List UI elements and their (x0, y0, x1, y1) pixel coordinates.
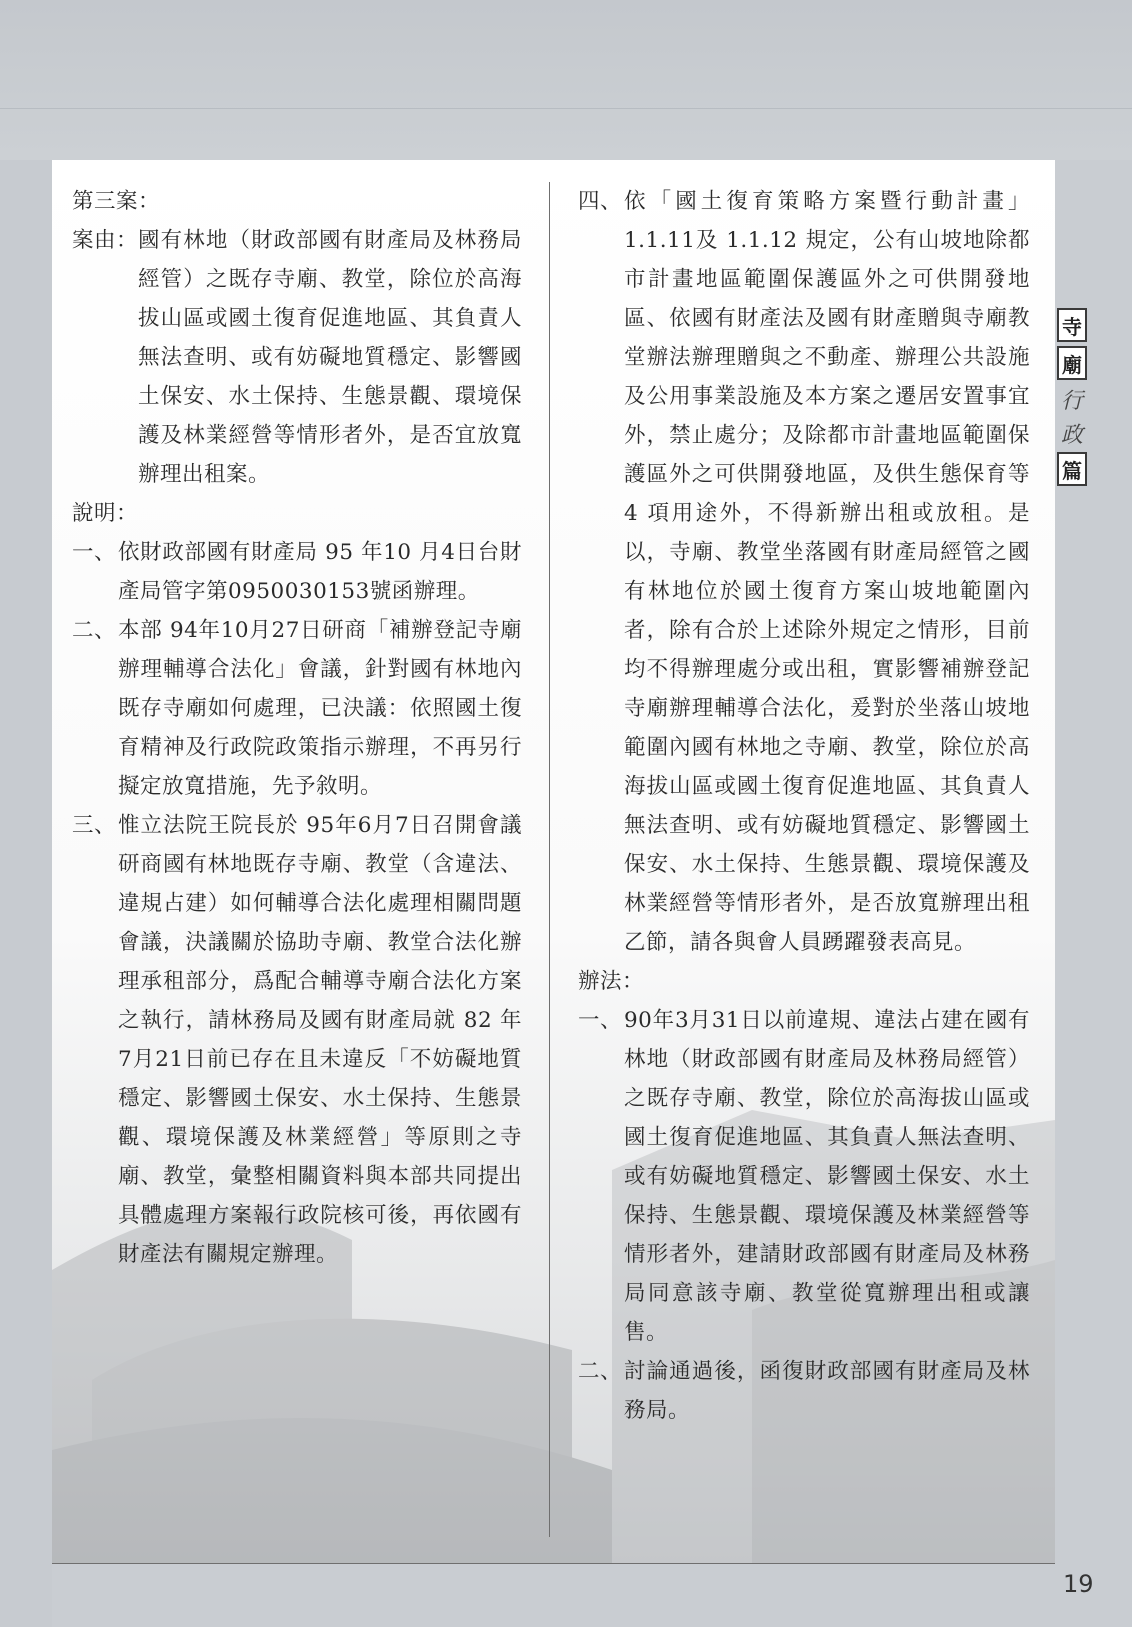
page-number: 19 (1063, 1570, 1094, 1598)
item-text: 討論通過後，函復財政部國有財產局及林務局。 (624, 1359, 1030, 1423)
item-text: 依「國土復育策略方案暨行動計畫」1.1.11及 1.1.12 規定，公有山坡地除都市計畫地區範圍保護區外之可供開發地區、依國有財產法及國有財產贈與寺廟教堂辦法辦理贈與之不動產、辦理公共設施及公用事業設施及本方案之遷居安置事宜外，禁止處分；及除都市計畫地區範圍保護區外之可供開發地區，及供生態保育等 4 項用途外，不得新辦出租或放租。是以，寺廟、教堂坐落國有財產局經管之國有林地位於國土復育方案山坡地範圍內者，除有合於上述除外規定之情形，目前均不得辦理處分或出租，實影響補辦登記寺廟辦理輔導合法化，爰對於坐落山坡地範圍內國有林地之寺廟、教堂，除位於高海拔山區或國土復育促進地區、其負責人無法查明、或有妨礙地質穩定、影響國土保安、水土保持、生態景觀、環境保護及林業經營等情形者外，是否放寬辦理出租乙節，請各與會人員踴躍發表高見。 (624, 189, 1030, 955)
case-reason (72, 221, 522, 494)
section-tab: 行 (1060, 388, 1083, 414)
header-band (0, 0, 1132, 160)
explanation-item (72, 611, 522, 806)
item-number: 一、 (72, 540, 117, 565)
item-number: 一、 (578, 1008, 623, 1033)
bottom-rule (52, 1563, 1055, 1564)
method-label: 辦法： (578, 969, 645, 994)
case-title: 第三案： (72, 189, 161, 214)
item-number: 二、 (578, 1359, 623, 1384)
explanation-item (72, 806, 522, 1274)
section-tab: 廟 (1057, 346, 1087, 380)
case-reason-text: 國有林地（財政部國有財產局及林務局經管）之既存寺廟、教堂，除位於高海拔山區或國土復育促進地區、其負責人無法查明、或有妨礙地質穩定、影響國土保安、水土保持、生態景觀、環境保護及林業經營等情形者外，是否宜放寬辦理出租案。 (138, 228, 522, 487)
explanation-label: 說明： (72, 501, 139, 526)
explanation-item (578, 182, 1030, 962)
header-rule (0, 108, 1132, 109)
method-item (578, 1352, 1030, 1430)
section-tab: 寺 (1057, 308, 1087, 342)
method-item (578, 1001, 1030, 1352)
item-number: 二、 (72, 618, 117, 643)
section-tabs (1057, 308, 1087, 490)
right-column (578, 182, 1030, 1430)
case-reason-label: 案由： (72, 228, 139, 253)
item-text: 本部 94年10月27日研商「補辦登記寺廟辦理輔導合法化」會議，針對國有林地內既存寺廟如何處理，已決議：依照國土復育精神及行政院政策指示辦理，不再另行擬定放寬措施，先予敘明。 (118, 618, 522, 799)
page-margin (0, 160, 52, 1627)
item-number: 四、 (578, 189, 623, 214)
item-text: 依財政部國有財產局 95 年10 月4日台財產局管字第0950030153號函辦理。 (118, 540, 522, 604)
item-text: 惟立法院王院長於 95年6月7日召開會議研商國有林地既存寺廟、教堂（含違法、違規占建）如何輔導合法化處理相關問題會議，決議關於協助寺廟、教堂合法化辦理承租部分，爲配合輔導寺廟合法化方案之執行，請林務局及國有財產局就 82 年 7月21日前已存在且未違反「不妨礙地質穩定、影響國土保安、水土保持、生態景觀、環境保護及林業經營」等原則之寺廟、教堂，彙整相關資料與本部共同提出具體處理方案報行政院核可後，再依國有財產法有關規定辦理。 (118, 813, 522, 1267)
section-tab: 政 (1060, 422, 1083, 448)
left-column (72, 182, 522, 1274)
column-divider (549, 182, 550, 1537)
item-text: 90年3月31日以前違規、違法占建在國有林地（財政部國有財產局及林務局經管）之既存寺廟、教堂，除位於高海拔山區或國土復育促進地區、其負責人無法查明、或有妨礙地質穩定、影響國土保安、水土保持、生態景觀、環境保護及林業經營等情形者外，建請財政部國有財產局及林務局同意該寺廟、教堂從寬辦理出租或讓售。 (624, 1008, 1030, 1345)
item-number: 三、 (72, 813, 117, 838)
explanation-item (72, 533, 522, 611)
section-tab: 篇 (1057, 452, 1087, 486)
